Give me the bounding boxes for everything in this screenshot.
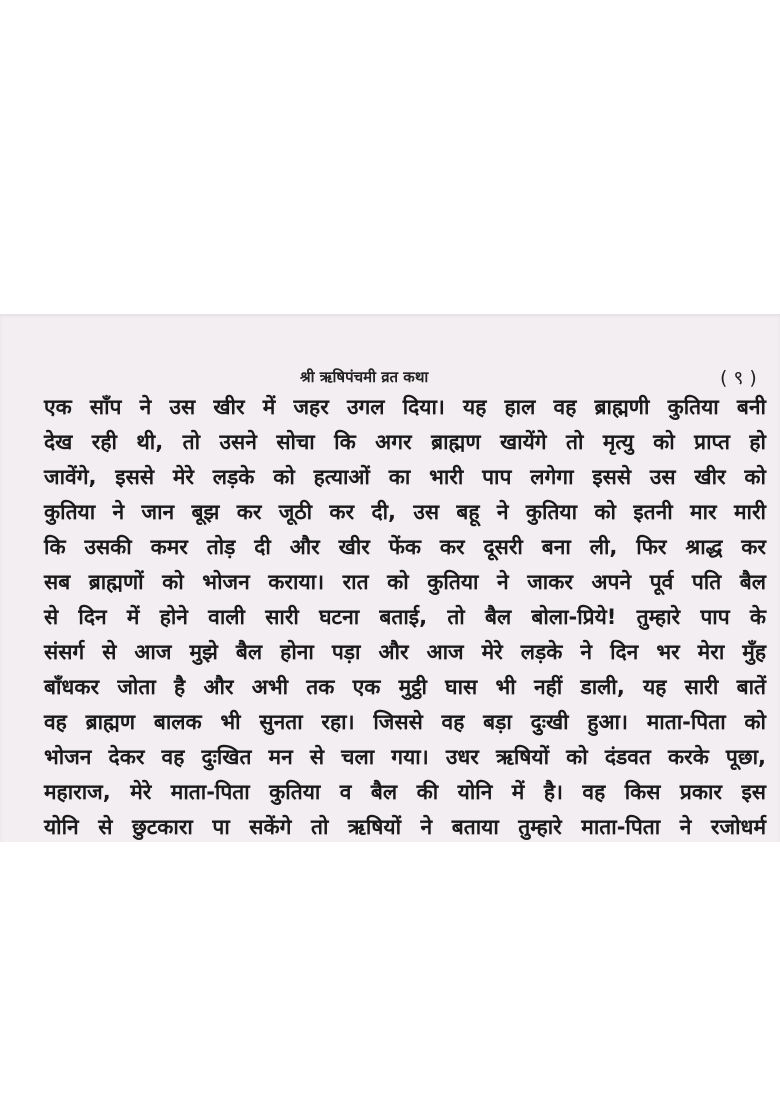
running-title: श्री ऋषिपंचमी व्रत कथा — [300, 368, 429, 386]
text-line: बाँधकर जोता है और अभी तक एक मुट्ठी घास भी नहीं डाली, यह सारी बातें — [44, 675, 766, 699]
text-line: एक साँप ने उस खीर में जहर उगल दिया। यह हाल वह ब्राह्मणी कुतिया बनी — [44, 395, 766, 419]
text-line: भोजन देकर वह दुःखित मन से चला गया। उधर ऋषियों को दंडवत करके पूछा, — [44, 745, 766, 769]
text-line: महाराज, मेरे माता-पिता कुतिया व बैल की योनि में है। वह किस प्रकार इस — [44, 780, 766, 804]
page-number: ( ९ ) — [720, 367, 757, 389]
text-line: से दिन में होने वाली सारी घटना बताई, तो बैल बोला-प्रिये! तुम्हारे पाप के — [44, 605, 766, 629]
text-line: सब ब्राह्मणों को भोजन कराया। रात को कुतिया ने जाकर अपने पूर्व पति बैल — [44, 570, 766, 594]
text-line: जावेंगे, इससे मेरे लड़के को हत्याओं का भारी पाप लगेगा इससे उस खीर को — [44, 465, 766, 489]
text-line: देख रही थी, तो उसने सोचा कि अगर ब्राह्मण खायेंगे तो मृत्यु को प्राप्त हो — [44, 430, 766, 454]
page-body-text — [44, 390, 766, 845]
text-line: कि उसकी कमर तोड़ दी और खीर फेंक कर दूसरी बना ली, फिर श्राद्ध कर — [44, 535, 766, 559]
text-line: संसर्ग से आज मुझे बैल होना पड़ा और आज मेरे लड़के ने दिन भर मेरा मुँह — [44, 640, 766, 664]
text-line: योनि से छुटकारा पा सकेंगे तो ऋषियों ने बताया तुम्हारे माता-पिता ने रजोधर्म — [44, 815, 766, 839]
text-line: वह ब्राह्मण बालक भी सुनता रहा। जिससे वह बड़ा दुःखी हुआ। माता-पिता को — [44, 710, 766, 734]
text-line: कुतिया ने जान बूझ कर जूठी कर दी, उस बहू ने कुतिया को इतनी मार मारी — [44, 500, 766, 524]
